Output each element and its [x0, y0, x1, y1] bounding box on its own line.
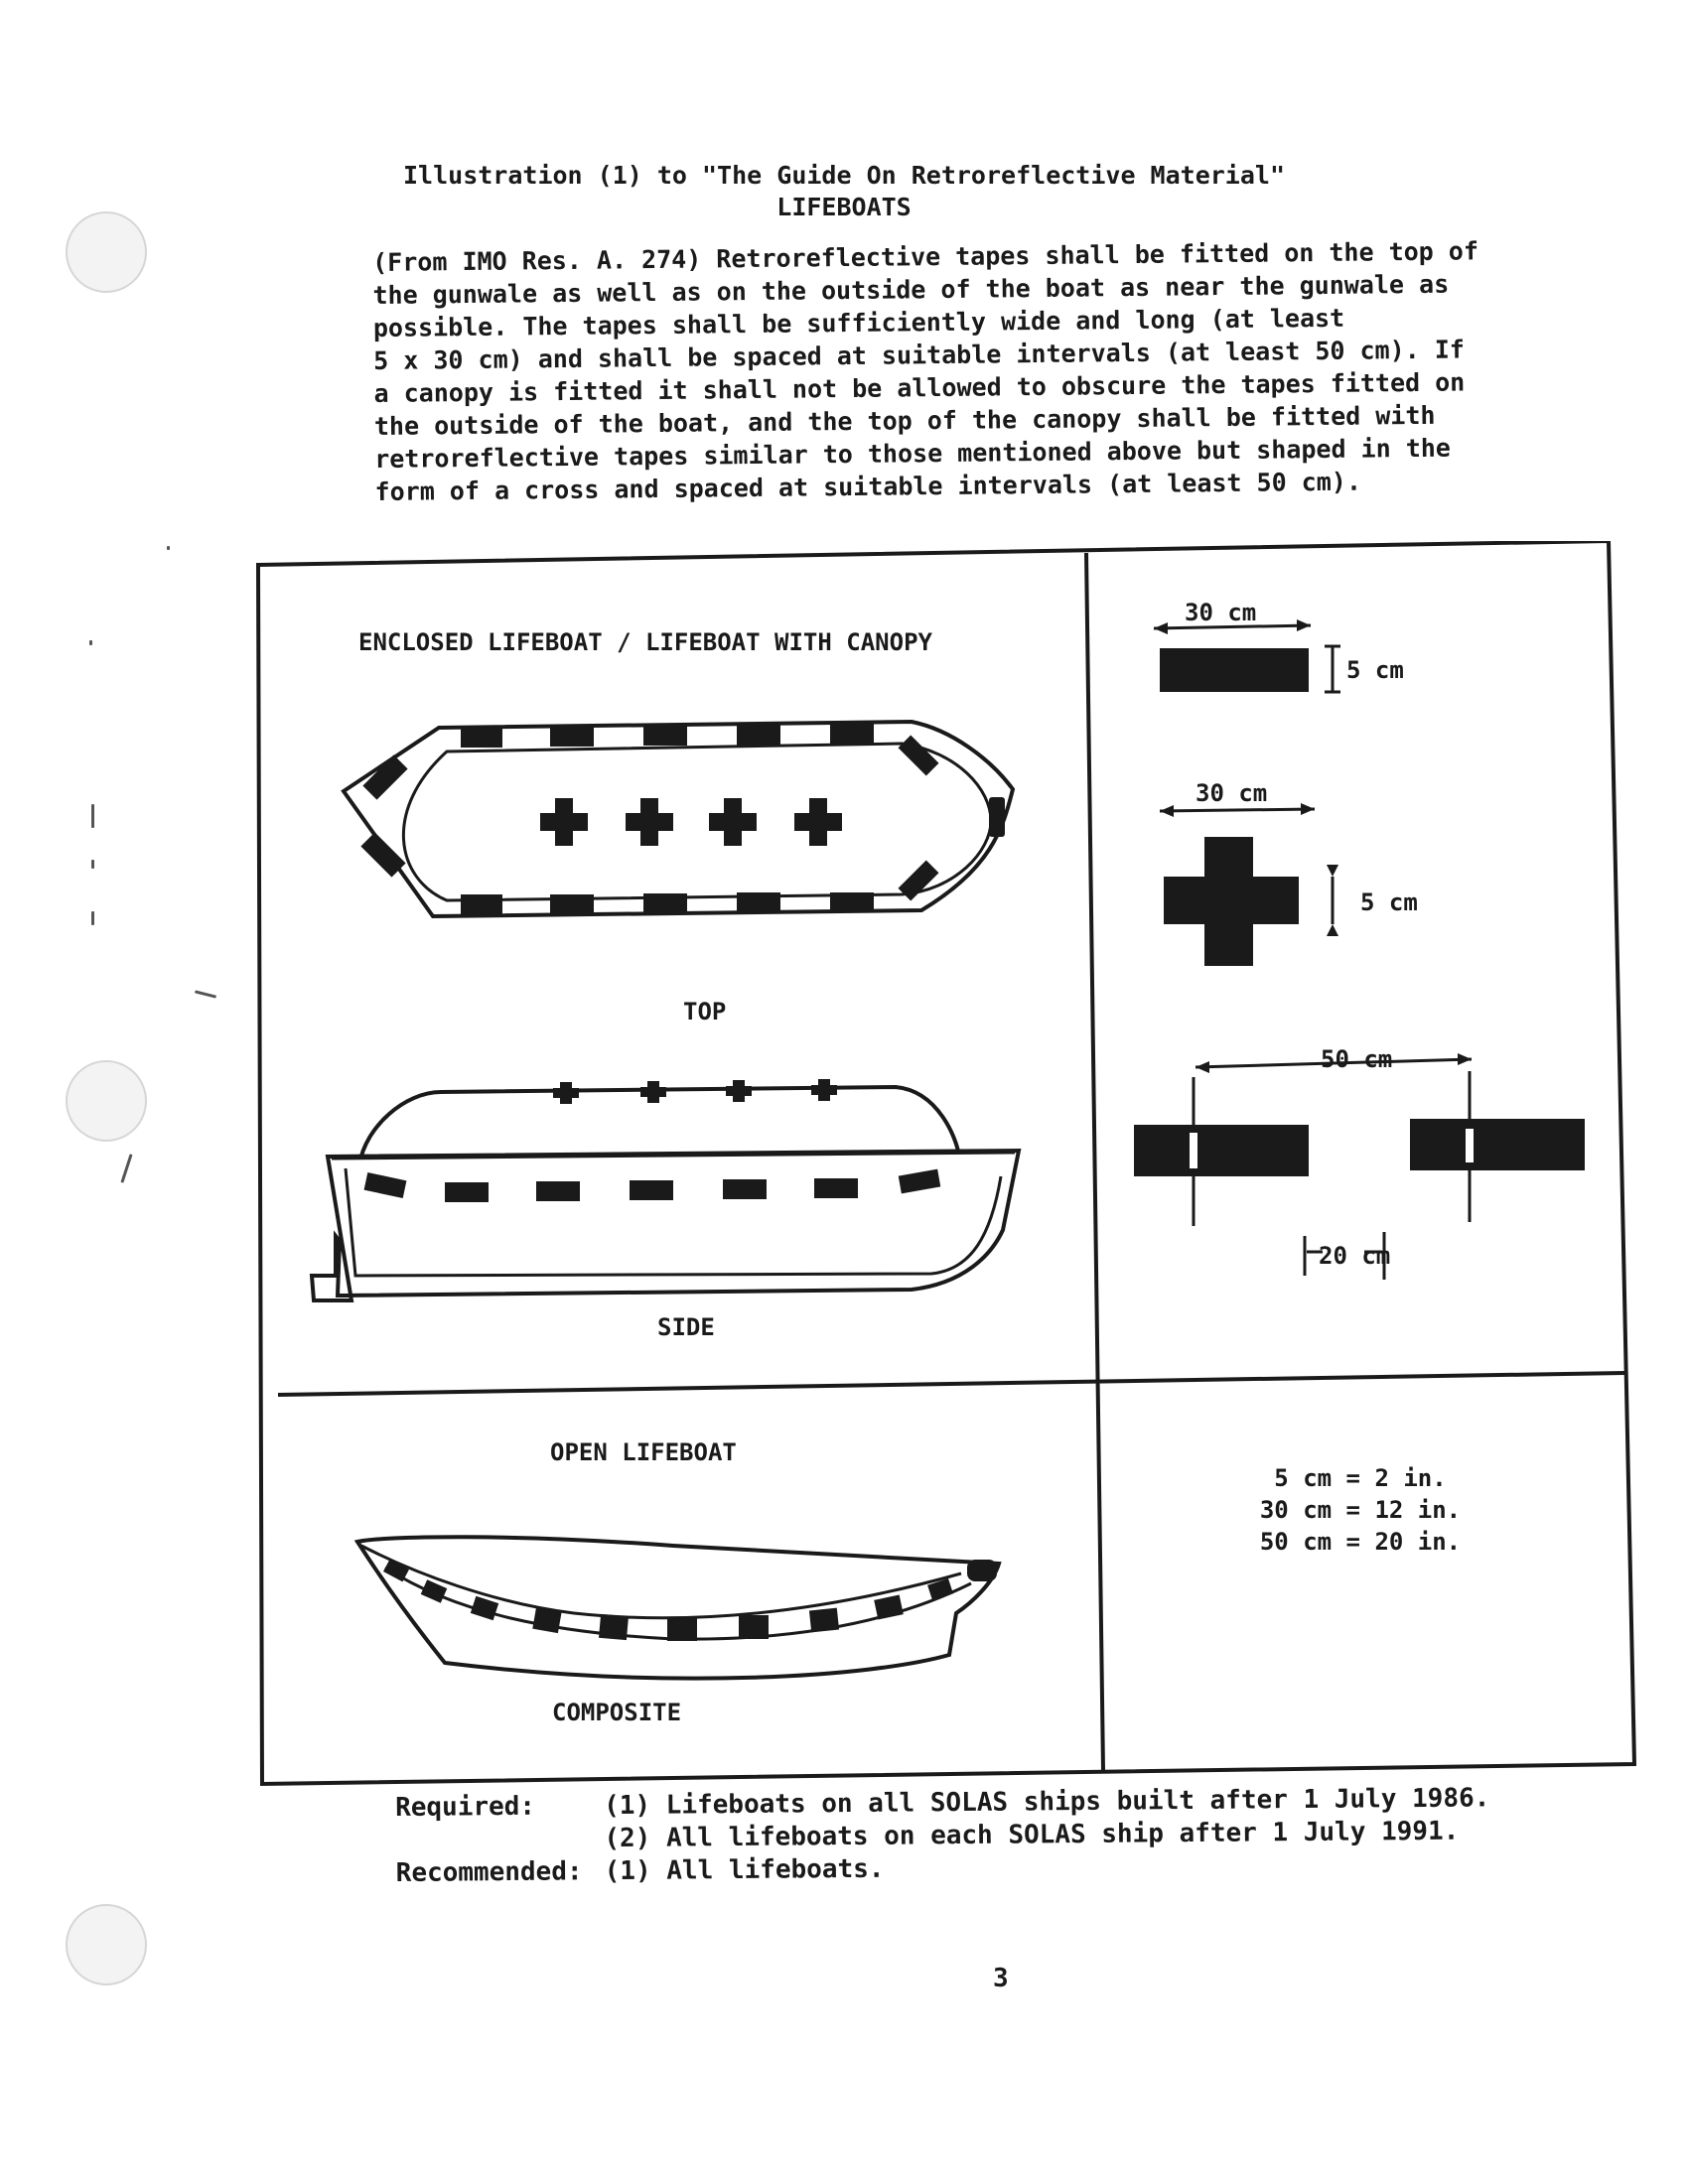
rect-height-dimension: 5 cm [1346, 656, 1404, 684]
requirements-block [395, 1782, 1490, 1890]
gap-dimension: 20 cm [1319, 1242, 1391, 1270]
intro-line: possible. The tapes shall be sufficiently wide and long (at least [372, 303, 1345, 342]
lifeboat-top-view [344, 722, 1013, 916]
intro-line: 5 x 30 cm) and shall be spaced at suitable intervals (at least 50 cm). If [373, 335, 1466, 375]
spaced-tape-left [1134, 1125, 1309, 1176]
tape-dimensions [1134, 599, 1585, 1280]
intro-line: a canopy is fitted it shall not be allowed to obscure the tapes fitted on [373, 367, 1466, 408]
punch-hole-middle [66, 1060, 147, 1142]
scan-speck [167, 546, 170, 550]
scan-speck [91, 911, 94, 925]
required-label: Required: [395, 1791, 536, 1823]
open-lifeboat-title: OPEN LIFEBOAT [550, 1438, 737, 1466]
top-view-label: TOP [683, 998, 727, 1025]
lifeboat-figure [256, 541, 1636, 1806]
document-title: Illustration (1) to "The Guide On Retroreflective Material" [402, 161, 1286, 190]
cross-height-dimension: 5 cm [1360, 888, 1418, 916]
conversion-line: 50 cm = 20 in. [1259, 1528, 1462, 1556]
composite-label: COMPOSITE [552, 1699, 682, 1726]
scan-speck [91, 804, 94, 828]
lifeboat-diagram [256, 541, 1636, 1802]
spaced-tape-right [1410, 1119, 1585, 1170]
scan-speck [195, 990, 216, 998]
punch-hole-top [66, 211, 147, 293]
intro-line: the gunwale as well as on the outside of the boat as near the gunwale as [372, 269, 1450, 310]
required-item: (1) Lifeboats on all SOLAS ships built after 1 July 1986. [604, 1783, 1490, 1822]
intro-line: form of a cross and spaced at suitable intervals (at least 50 cm). [374, 467, 1362, 506]
spacing-dimension: 50 cm [1321, 1045, 1393, 1073]
conversion-line: 5 cm = 2 in. [1274, 1464, 1447, 1492]
scan-speck [91, 860, 94, 869]
lifeboat-side-view [312, 1079, 1019, 1300]
intro-line: the outside of the boat, and the top of the canopy shall be fitted with [373, 400, 1436, 441]
intro-line: retroreflective tapes similar to those mentioned above but shaped in the [374, 433, 1452, 474]
recommended-label: Recommended: [395, 1856, 583, 1888]
punch-hole-bottom [66, 1904, 147, 1985]
intro-paragraph [372, 234, 1547, 508]
page-number: 3 [993, 1964, 1009, 1993]
scan-speck [120, 1154, 132, 1182]
enclosed-lifeboat-title: ENCLOSED LIFEBOAT / LIFEBOAT WITH CANOPY [358, 628, 932, 656]
required-label-spacer [395, 1823, 604, 1857]
rectangular-tape [1160, 648, 1309, 692]
recommended-item: (1) All lifeboats. [604, 1853, 885, 1887]
rect-width-dimension: 30 cm [1185, 599, 1257, 626]
document-subtitle: LIFEBOATS [776, 193, 912, 221]
cross-width-dimension: 30 cm [1196, 779, 1268, 807]
unit-conversions [1260, 1464, 1461, 1556]
open-lifeboat-drawing [357, 1537, 999, 1678]
required-item: (2) All lifeboats on each SOLAS ship after 1 July 1991. [604, 1816, 1460, 1854]
side-view-label: SIDE [657, 1313, 715, 1341]
cross-tape [1164, 837, 1299, 966]
scan-speck [89, 640, 92, 645]
intro-line: (From IMO Res. A. 274) Retroreflective tapes shall be fitted on the top of [372, 236, 1479, 277]
conversion-line: 30 cm = 12 in. [1259, 1496, 1462, 1524]
